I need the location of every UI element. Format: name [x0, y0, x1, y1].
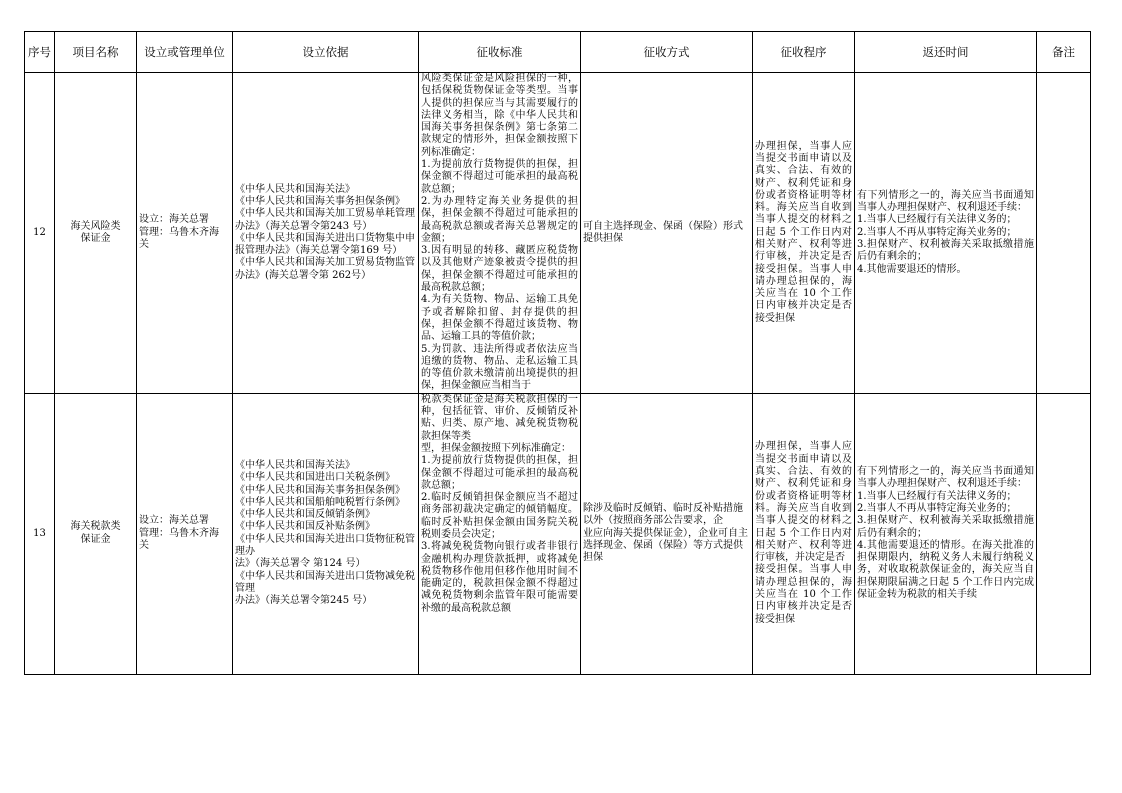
header-standard: 征收标准: [419, 32, 581, 73]
method-cell: [581, 393, 753, 674]
header-project-name: 项目名称: [55, 32, 137, 73]
basis-text: 《中华人民共和国海关法》 《中华人民共和国海关事务担保条例》 《中华人民共和国海关加工贸易单耗管理办法》（海关总署令第243 号） 《中华人民共和国海关进出口货物集中申报管理办法》（海关总署令第169 号） 《中华人民共和国海关加工贸易货物监管办法》(海关总署令第 262号）: [235, 183, 415, 281]
table-row: [25, 73, 1091, 394]
refund-cell: [855, 73, 1037, 394]
remark-cell: [1037, 393, 1091, 674]
procedure-text: 办理担保，当事人应当提交书面申请以及真实、合法、有效的财产、权利凭证和身份或者资格证明等材料。海关应当自收到当事人提交的材料之日起 5 个工作日内对相关财产、权利等进行审核，并决定是否接受担保。当事人申请办理总担保的，海关应当在 10 个工作日内审核并决定是否接受担保: [755, 140, 852, 324]
header-basis: 设立依据: [233, 32, 419, 73]
remark-cell: [1037, 73, 1091, 394]
refund-cell: [855, 393, 1037, 674]
basis-text: 《中华人民共和国海关法》 《中华人民共和国进出口关税条例》 《中华人民共和国海关事务担保条例》 《中华人民共和国船舶吨税暂行条例》 《中华人民共和国反倾销条例》 《中华人民共和国反补贴条例》 《中华人民共和国海关进出口货物征税管理办 法》（海关总署令 第124 号） 《中华人民共和国海关进出口货物减免税管理 办法》（海关总署令第245 号）: [235, 459, 415, 607]
unit-text: 设立：海关总署 管理：乌鲁木齐海 关: [139, 515, 219, 551]
project-name-cell: [55, 393, 137, 674]
method-text: 可自主选择现金、保函（保险）形式提供担保: [583, 220, 743, 244]
table-row: [25, 393, 1091, 674]
header-unit: 设立或管理单位: [137, 32, 233, 73]
header-method: 征收方式: [581, 32, 753, 73]
project-name: 海关风险类 保证金: [70, 220, 121, 244]
project-name-cell: [55, 73, 137, 394]
standard-cell: [419, 73, 581, 394]
unit-cell: [137, 393, 233, 674]
header-no: 序号: [25, 32, 55, 73]
unit-cell: [137, 73, 233, 394]
standard-cell: [419, 393, 581, 674]
refund-text: 有下列情形之一的，海关应当书面通知当事人办理担保财产、权利退还手续： 1.当事人已经履行有关法律义务的； 2.当事人不再从事特定海关业务的； 3.担保财产、权利被海关采取抵缴措施后仍有剩余的； 4.其他需要退还的情形。在海关批准的担保期限内，纳税义务人未履行纳税义务，对收取税款保证金的，海关应当自担保期限届满之日起 5 个工作日内完成保证金转为税款的相关手续: [857, 466, 1034, 601]
method-text: 除涉及临时反倾销、临时反补贴措施以外（按照商务部公告要求，企 业应向海关提供保证金），企业可自主选择现金、保函（保险）等方式提供担保: [583, 502, 748, 564]
unit-text: 设立：海关总署 管理：乌鲁木齐海 关: [139, 214, 219, 250]
basis-cell: [233, 73, 419, 394]
refund-text: 有下列情形之一的，海关应当书面通知当事人办理担保财产、权利退还手续： 1.当事人已经履行有关法律义务的； 2.当事人不再从事特定海关业务的； 3.担保财产、权利被海关采取抵缴措施后仍有剩余的； 4.其他需要退还的情形。: [857, 189, 1034, 275]
procedure-cell: [753, 393, 855, 674]
header-procedure: 征收程序: [753, 32, 855, 73]
fee-table: [24, 31, 1091, 675]
header-refund-time: 返还时间: [855, 32, 1037, 73]
standard-text: 税款类保证金是海关税款担保的一种，包括征管、审价、反倾销反补贴、归类、原产地、减免税货物税款担保等类 型，担保金额按照下列标准确定： 1.为提前放行货物提供的担保，担保金额不得超过可能承担的最高税款总额； 2.临时反倾销担保金额应当不超过商务部初裁决定确定的倾销幅度。临时反补贴担保金额由国务院关税税则委员会决定； 3.将减免税货物向银行或者非银行金融机构办理贷款抵押，或将减免税货物移作他用但移作他用时间不能确定的，税款担保金额不得超过减免税货物剩余监管年限可能需要补缴的最高税款总额: [421, 393, 578, 614]
procedure-cell: [753, 73, 855, 394]
header-row: [25, 32, 1091, 73]
row-number: 13: [25, 393, 55, 674]
header-remark: 备注: [1037, 32, 1091, 73]
row-number: 12: [25, 73, 55, 394]
project-name: 海关税款类 保证金: [70, 521, 121, 545]
standard-text: 风险类保证金是风险担保的一种，包括保税货物保证金等类型。当事人提供的担保应当与其需要履行的法律义务相当，除《中华人民共和国海关事务担保条例》第七条第二款规定的情形外，担保金额按照下列标准确定： 1.为提前放行货物提供的担保，担保金额不得超过可能承担的最高税款总额； 2.为办理特定海关业务提供的担保，担保金额不得超过可能承担的最高税款总额或者海关总署规定的金额； 3.因有明显的转移、藏匿应税货物以及其他财产迹象被责令提供的担保，担保金额不得超过可能承担的最高税款总额； 4.为有关货物、物品、运输工具免予或者解除扣留、封存提供的担保，担保金额不得超过该货物、物品、运输工具的等值价款； 5.为罚款、违法所得或者依法应当追缴的货物、物品、走私运输工具的等值价款未缴清前出境提供的担保，担保金额应当相当于: [421, 73, 578, 392]
basis-cell: [233, 393, 419, 674]
procedure-text: 办理担保，当事人应当提交书面申请以及真实、合法、有效的财产、权利凭证和身份或者资格证明等材料。海关应当自收到当事人提交的材料之日起 5 个工作日内对相关财产、权利等进行审核，并决定是否 接受担保。当事人申请办理总担保的，海关应当在 10 个工作日内审核并决定是否接受担保: [755, 441, 852, 625]
method-cell: [581, 73, 753, 394]
